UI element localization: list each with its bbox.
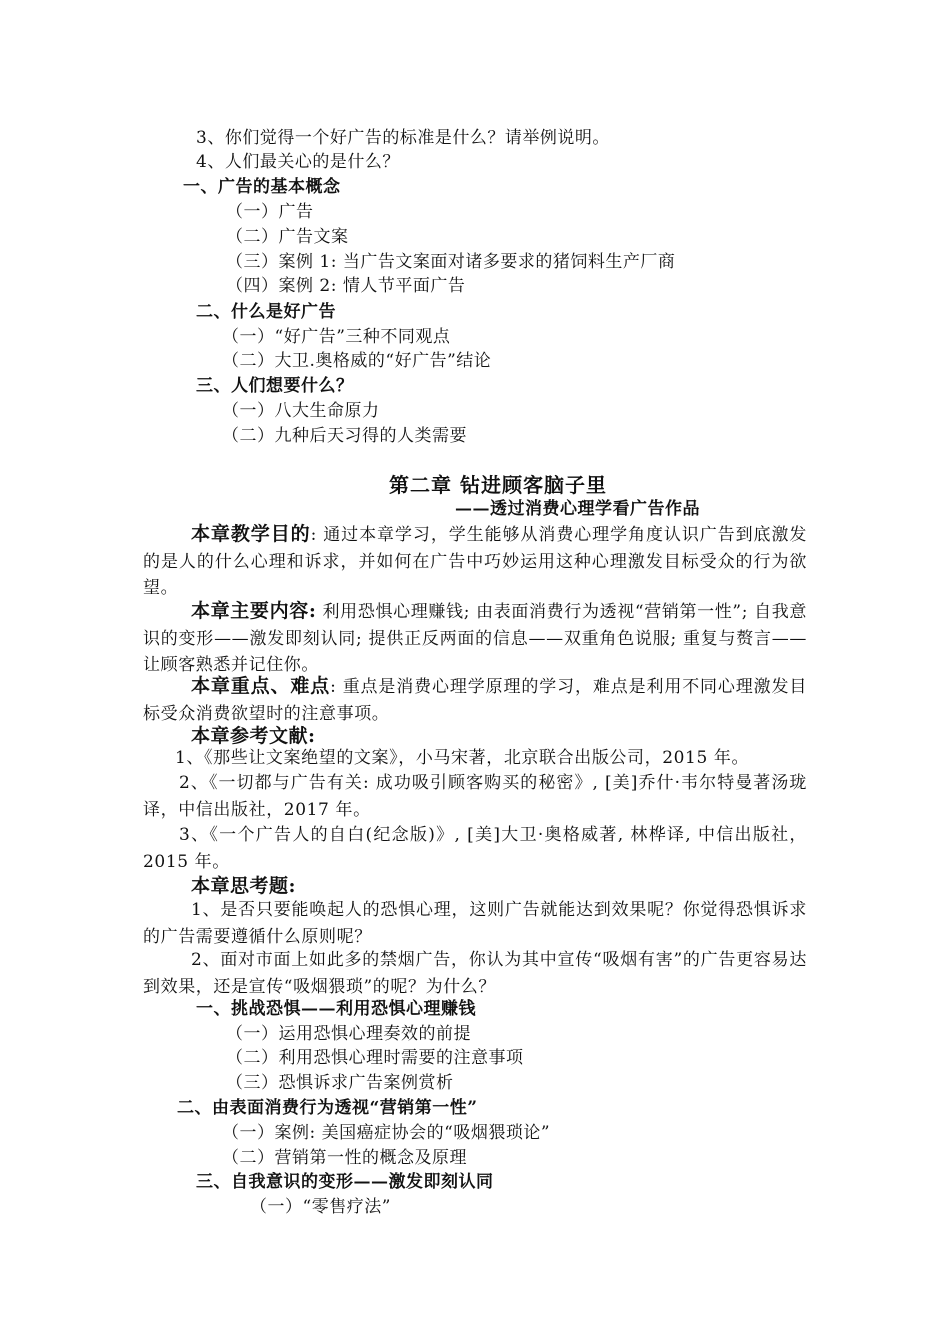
reference-item: 2、《一切都与广告有关: 成功吸引顾客购买的秘密》, [美]乔什·韦尔特曼著汤珑译，中信出版社，2017 年。 [143, 773, 807, 820]
questions-label: 本章思考题: [191, 875, 297, 897]
reference-item: 1、《那些让文案绝望的文案》，小马宋著，北京联合出版公司，2015 年。 [175, 748, 750, 768]
thinking-question: 2、面对市面上如此多的禁烟广告，你认为其中宣传“吸烟有害”的广告更容易达到效果，还是宣传“吸烟猥琐”的呢？为什么？ [143, 950, 807, 997]
question-3: 3、你们觉得一个好广告的标准是什么？请举例说明。 [196, 128, 610, 148]
key-points-text: : 重点是消费心理学原理的学习，难点是利用不同心理激发目标受众消费欲望时的注意事项。 [143, 677, 808, 724]
ch1-section-1-item: （一）广告 [226, 202, 314, 222]
references-label: 本章参考文献: [191, 725, 316, 747]
chapter-subtitle: ——透过消费心理学看广告作品 [455, 499, 700, 519]
ch2-section-1-item: （三）恐惧诉求广告案例赏析 [226, 1073, 454, 1093]
ch1-section-3-title: 三、人们想要什么？ [196, 376, 354, 396]
objective-label: 本章教学目的 [191, 523, 311, 545]
ch1-section-2-item: （一）“好广告”三种不同观点 [222, 327, 451, 347]
key-points-paragraph [143, 673, 807, 727]
ch2-section-1-title: 一、挑战恐惧——利用恐惧心理赚钱 [196, 999, 476, 1019]
ch1-section-1-item: （三）案例 1: 当广告文案面对诸多要求的猪饲料生产厂商 [226, 252, 676, 272]
objective-text: : 通过本章学习，学生能够从消费心理学角度认识广告到底激发的是人的什么心理和诉求，并如何在广告中巧妙运用这种心理激发目标受众的行为欲望。 [143, 525, 807, 598]
content-paragraph [143, 598, 807, 679]
ch2-section-2-item: （一）案例: 美国癌症协会的“吸烟猥琐论” [222, 1123, 551, 1143]
ch1-section-2-title: 二、什么是好广告 [196, 302, 336, 322]
question-4: 4、人们最关心的是什么？ [196, 152, 400, 172]
ch2-section-1-item: （一）运用恐惧心理奏效的前提 [226, 1024, 471, 1044]
thinking-question: 1、是否只要能唤起人的恐惧心理，这则广告就能达到效果呢？你觉得恐惧诉求的广告需要遵循什么原则呢？ [143, 900, 807, 947]
content-label: 本章主要内容: [191, 600, 317, 622]
objective-paragraph [143, 521, 807, 602]
ch1-section-1-item: （四）案例 2: 情人节平面广告 [226, 276, 466, 296]
reference-item: 3、《一个广告人的自白(纪念版)》, [美]大卫·奥格威著, 林桦译, 中信出版社，2015 年。 [143, 825, 807, 872]
ch2-section-2-title: 二、由表面消费行为透视“营销第一性” [177, 1098, 478, 1118]
ch2-section-3-item: （一）“零售疗法” [250, 1197, 391, 1217]
ch2-section-3-title: 三、自我意识的变形——激发即刻认同 [196, 1172, 494, 1192]
ch1-section-3-item: （一）八大生命原力 [222, 401, 380, 421]
chapter-title: 第二章 钻进顾客脑子里 [389, 473, 607, 497]
key-points-label: 本章重点、难点 [191, 675, 331, 697]
ch1-section-1-title: 一、广告的基本概念 [183, 177, 341, 197]
ch1-section-1-item: （二）广告文案 [226, 227, 349, 247]
ch1-section-3-item: （二）九种后天习得的人类需要 [222, 426, 467, 446]
content-text: 利用恐惧心理赚钱; 由表面消费行为透视“营销第一性”; 自我意识的变形——激发即刻认同; 提供正反两面的信息——双重角色说服; 重复与赘言——让顾客熟悉并记住你。 [143, 602, 807, 675]
ch2-section-1-item: （二）利用恐惧心理时需要的注意事项 [226, 1048, 524, 1068]
ch2-section-2-item: （二）营销第一性的概念及原理 [222, 1148, 467, 1168]
ch1-section-2-item: （二）大卫.奥格威的“好广告”结论 [222, 351, 492, 371]
